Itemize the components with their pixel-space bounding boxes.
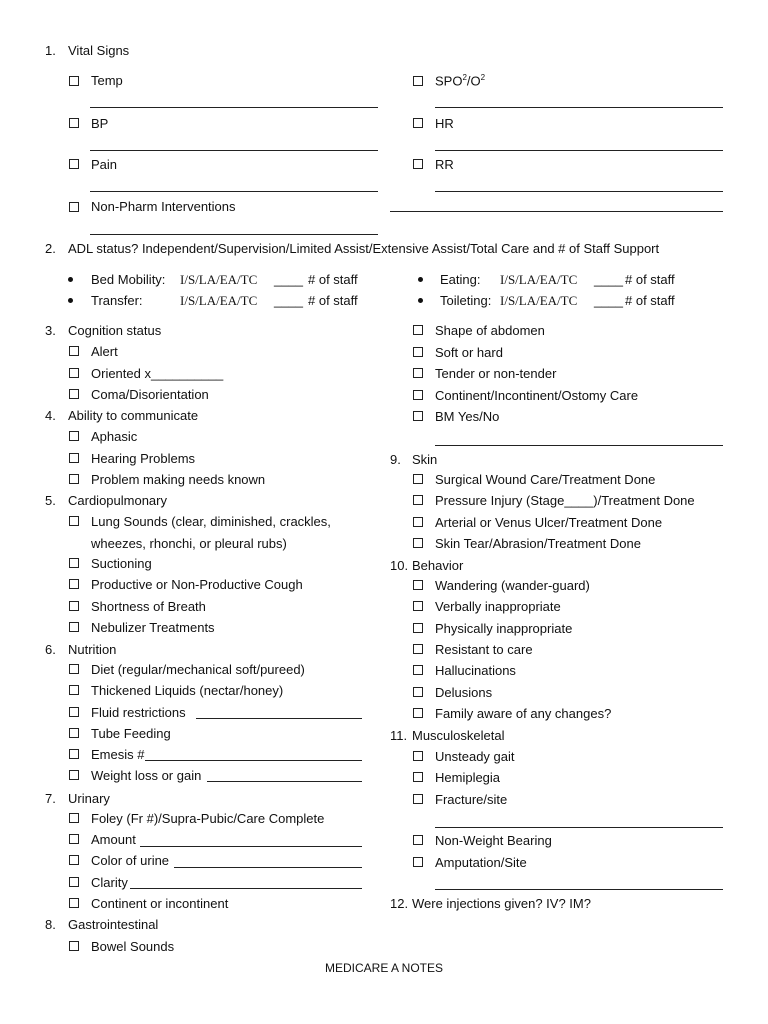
label-hemiplegia: Hemiplegia (435, 770, 501, 785)
blank-transfer[interactable]: ____ (274, 293, 303, 308)
section-title-cognition: Cognition status (68, 323, 162, 338)
checkbox-wandering[interactable] (413, 580, 423, 590)
line-spo2[interactable] (435, 107, 723, 108)
checkbox-pain[interactable] (69, 159, 79, 169)
label-pain: Pain (91, 157, 118, 172)
label-lung-sounds-cont: wheezes, rhonchi, or pleural rubs) (91, 536, 287, 551)
spo-text: SPO (435, 73, 463, 89)
label-aphasic: Aphasic (91, 429, 138, 444)
checkbox-hearing[interactable] (69, 453, 79, 463)
label-wandering: Wandering (wander-guard) (435, 578, 590, 593)
label-bp: BP (91, 116, 109, 131)
label-tube: Tube Feeding (91, 726, 171, 741)
label-non-pharm: Non-Pharm Interventions (91, 199, 236, 214)
checkbox-diet[interactable] (69, 664, 79, 674)
label-color-urine: Color of urine (91, 853, 170, 868)
line-temp[interactable] (90, 107, 378, 108)
line-hr[interactable] (435, 150, 723, 151)
checkbox-fluid[interactable] (69, 707, 79, 717)
line-emesis[interactable] (145, 760, 362, 761)
checkbox-arterial[interactable] (413, 517, 423, 527)
checkbox-surgical[interactable] (413, 474, 423, 484)
label-resistant: Resistant to care (435, 642, 533, 657)
o-text: /O (466, 73, 481, 89)
o-superscript: 2 (480, 73, 486, 82)
checkbox-continent[interactable] (69, 898, 79, 908)
label-weight: Weight loss or gain (91, 768, 202, 783)
checkbox-ostomy[interactable] (413, 390, 423, 400)
checkbox-verbally[interactable] (413, 601, 423, 611)
label-hallucinations: Hallucinations (435, 663, 516, 678)
checkbox-amputation[interactable] (413, 857, 423, 867)
checkbox-cough[interactable] (69, 579, 79, 589)
line-amputation[interactable] (435, 889, 723, 890)
checkbox-resistant[interactable] (413, 644, 423, 654)
label-physically: Physically inappropriate (435, 621, 573, 636)
checkbox-suctioning[interactable] (69, 558, 79, 568)
section-number: 8. (45, 917, 56, 932)
checkbox-unsteady[interactable] (413, 751, 423, 761)
section-title-urinary: Urinary (68, 791, 110, 806)
section-title-vital-signs: Vital Signs (68, 43, 130, 58)
label-family: Family aware of any changes? (435, 706, 612, 721)
checkbox-bp[interactable] (69, 118, 79, 128)
line-color-urine[interactable] (174, 867, 362, 868)
checkbox-temp[interactable] (69, 76, 79, 86)
section-title-injections: Were injections given? IV? IM? (412, 896, 591, 911)
label-rr: RR (435, 157, 454, 172)
section-number: 9. (390, 452, 401, 467)
section-number: 10. (390, 558, 409, 573)
label-pressure: Pressure Injury (Stage____)/Treatment Done (435, 493, 695, 508)
label-nebulizer: Nebulizer Treatments (91, 620, 215, 635)
label-bowel: Bowel Sounds (91, 939, 175, 954)
bullet (418, 277, 423, 282)
label-clarity: Clarity (91, 875, 128, 890)
label-spo2 (435, 73, 485, 88)
section-number: 11. (390, 728, 408, 743)
checkbox-tube[interactable] (69, 728, 79, 738)
checkbox-nebulizer[interactable] (69, 622, 79, 632)
label-soft-hard: Soft or hard (435, 345, 503, 360)
checkbox-bm[interactable] (413, 411, 423, 421)
line-clarity[interactable] (130, 888, 362, 889)
codes-toileting: I/S/LA/EA/TC (500, 293, 578, 308)
label-surgical: Surgical Wound Care/Treatment Done (435, 472, 656, 487)
label-problem-making: Problem making needs known (91, 472, 266, 487)
line-bp[interactable] (90, 150, 378, 151)
codes-bed-mobility: I/S/LA/EA/TC (180, 272, 258, 287)
line-bm[interactable] (435, 445, 723, 446)
blank-eating[interactable]: ____ (594, 272, 623, 287)
checkbox-pressure[interactable] (413, 495, 423, 505)
checkbox-nwb[interactable] (413, 835, 423, 845)
section-number: 4. (45, 408, 56, 423)
checkbox-aphasic[interactable] (69, 431, 79, 441)
label-bed-mobility: Bed Mobility: (91, 272, 166, 287)
label-bm: BM Yes/No (435, 409, 500, 424)
bullet (418, 298, 423, 303)
label-unsteady: Unsteady gait (435, 749, 515, 764)
label-ostomy: Continent/Incontinent/Ostomy Care (435, 388, 639, 403)
checkbox-family[interactable] (413, 708, 423, 718)
checkbox-skin-tear[interactable] (413, 538, 423, 548)
section-number: 6. (45, 642, 56, 657)
label-amputation: Amputation/Site (435, 855, 527, 870)
section-title-gastrointestinal: Gastrointestinal (68, 917, 159, 932)
checkbox-weight[interactable] (69, 770, 79, 780)
section-title-adl: ADL status? Independent/Supervision/Limited Assist/Extensive Assist/Total Care and # of Staff Support (68, 241, 660, 256)
label-continent: Continent or incontinent (91, 896, 229, 911)
checkbox-tender[interactable] (413, 368, 423, 378)
line-non-pharm-right[interactable] (390, 211, 723, 212)
label-cough: Productive or Non-Productive Cough (91, 577, 303, 592)
staff-bed-mobility: # of staff (308, 272, 358, 287)
label-temp: Temp (91, 73, 123, 88)
bullet (68, 298, 73, 303)
section-number: 2. (45, 241, 56, 256)
staff-toileting: # of staff (625, 293, 675, 308)
section-title-behavior: Behavior (412, 558, 464, 573)
section-title-musculoskeletal: Musculoskeletal (412, 728, 505, 743)
label-diet: Diet (regular/mechanical soft/pureed) (91, 662, 305, 677)
label-nwb: Non-Weight Bearing (435, 833, 552, 848)
checkbox-emesis[interactable] (69, 749, 79, 759)
checkbox-hr[interactable] (413, 118, 423, 128)
line-rr[interactable] (435, 191, 723, 192)
checkbox-soft-hard[interactable] (413, 347, 423, 357)
section-title-cardiopulmonary: Cardiopulmonary (68, 493, 167, 508)
label-tender: Tender or non-tender (435, 366, 557, 381)
checkbox-amount[interactable] (69, 834, 79, 844)
checkbox-fracture[interactable] (413, 794, 423, 804)
line-pain[interactable] (90, 191, 378, 192)
label-sob: Shortness of Breath (91, 599, 206, 614)
label-hr: HR (435, 116, 454, 131)
label-oriented: Oriented x__________ (91, 366, 224, 381)
line-fluid[interactable] (196, 718, 362, 719)
label-suctioning: Suctioning (91, 556, 152, 571)
label-amount: Amount (91, 832, 136, 847)
label-alert: Alert (91, 344, 118, 359)
label-eating: Eating: (440, 272, 481, 287)
label-transfer: Transfer: (91, 293, 143, 308)
label-thickened: Thickened Liquids (nectar/honey) (91, 683, 284, 698)
section-title-nutrition: Nutrition (68, 642, 117, 657)
bullet (68, 277, 73, 282)
checkbox-abdomen[interactable] (413, 325, 423, 335)
label-abdomen: Shape of abdomen (435, 323, 545, 338)
checkbox-rr[interactable] (413, 159, 423, 169)
checkbox-physically[interactable] (413, 623, 423, 633)
label-arterial: Arterial or Venus Ulcer/Treatment Done (435, 515, 663, 530)
label-verbally: Verbally inappropriate (435, 599, 561, 614)
section-number: 3. (45, 323, 56, 338)
checkbox-thickened[interactable] (69, 685, 79, 695)
checkbox-non-pharm[interactable] (69, 202, 79, 212)
line-amount[interactable] (140, 846, 362, 847)
checkbox-hallucinations[interactable] (413, 665, 423, 675)
section-number: 7. (45, 791, 56, 806)
line-non-pharm[interactable] (90, 234, 378, 235)
label-fracture: Fracture/site (435, 792, 508, 807)
section-title-communicate: Ability to communicate (68, 408, 199, 423)
checkbox-delusions[interactable] (413, 687, 423, 697)
section-number: 1. (45, 43, 56, 58)
label-fluid: Fluid restrictions (91, 705, 186, 720)
checkbox-clarity[interactable] (69, 877, 79, 887)
line-weight[interactable] (207, 781, 362, 782)
checkbox-coma[interactable] (69, 389, 79, 399)
checkbox-color-urine[interactable] (69, 855, 79, 865)
staff-eating: # of staff (625, 272, 675, 287)
codes-transfer: I/S/LA/EA/TC (180, 293, 258, 308)
blank-bed-mobility[interactable]: ____ (274, 272, 303, 287)
label-emesis: Emesis # (91, 747, 145, 762)
page-footer: MEDICARE A NOTES (324, 961, 444, 975)
checkbox-sob[interactable] (69, 601, 79, 611)
section-number: 12. (390, 896, 409, 911)
checkbox-oriented[interactable] (69, 368, 79, 378)
codes-eating: I/S/LA/EA/TC (500, 272, 578, 287)
checkbox-foley[interactable] (69, 813, 79, 823)
label-toileting: Toileting: (440, 293, 492, 308)
line-fracture[interactable] (435, 827, 723, 828)
label-coma: Coma/Disorientation (91, 387, 209, 402)
label-skin-tear: Skin Tear/Abrasion/Treatment Done (435, 536, 641, 551)
label-hearing: Hearing Problems (91, 451, 196, 466)
label-delusions: Delusions (435, 685, 493, 700)
checkbox-lung-sounds[interactable] (69, 516, 79, 526)
section-title-skin: Skin (412, 452, 438, 467)
label-foley: Foley (Fr #)/Supra-Pubic/Care Complete (91, 811, 325, 826)
checkbox-problem-making[interactable] (69, 474, 79, 484)
blank-toileting[interactable]: ____ (594, 293, 623, 308)
spo-superscript: 2 (462, 73, 467, 82)
section-number: 5. (45, 493, 56, 508)
checkbox-hemiplegia[interactable] (413, 772, 423, 782)
checkbox-spo2[interactable] (413, 76, 423, 86)
label-lung-sounds: Lung Sounds (clear, diminished, crackles, (91, 514, 331, 529)
checkbox-bowel[interactable] (69, 941, 79, 951)
staff-transfer: # of staff (308, 293, 358, 308)
checkbox-alert[interactable] (69, 346, 79, 356)
